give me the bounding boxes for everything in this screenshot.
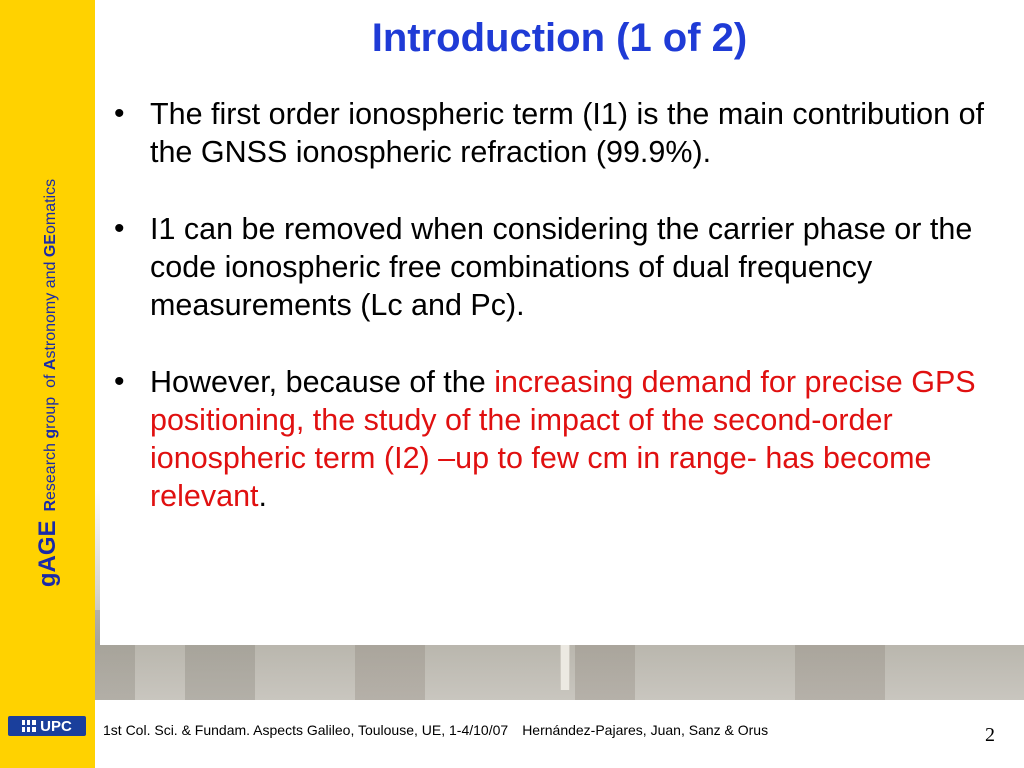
bullet-icon: • [114, 212, 125, 245]
sidebar-band [0, 0, 95, 768]
gage-brand: gAGE [34, 520, 61, 588]
highlighted-text: increasing demand for precise GPS positioning, the study of the impact of the second-order ionospheric term (I2) –up to few cm in range- has become relevant [150, 365, 976, 513]
bullet-list [110, 95, 1015, 554]
footer-event: 1st Col. Sci. & Fundam. Aspects Galileo, Toulouse, UE, 1-4/10/07 [103, 722, 509, 738]
footer-authors: Hernández-Pajares, Juan, Sanz & Orus [522, 722, 769, 738]
sidebar-vertical-caption: gAGE Research group of Astronomy and GEomatics [34, 178, 61, 588]
footer-caption [103, 722, 768, 738]
bullet-icon: • [114, 97, 125, 130]
upc-grid-icon [22, 720, 36, 732]
bullet-item: • I1 can be removed when considering the carrier phase or the code ionospheric free combinations of dual frequency measurements (Lc and Pc). [114, 212, 973, 322]
page-number: 2 [985, 724, 995, 746]
bullet-text: However, because of the [150, 365, 495, 399]
bullet-item: • The first order ionospheric term (I1) is the main contribution of the GNSS ionospheric refraction (99.9%). [114, 97, 985, 169]
bullet-item: • However, because of the increasing demand for precise GPS positioning, the study of the impact of the second-order ionospheric term (I2) –up to few cm in range- has become relevant. [114, 365, 976, 513]
upc-logo: UPC [8, 716, 86, 736]
bullet-icon: • [114, 365, 125, 398]
slide-title: Introduction (1 of 2) [371, 16, 748, 60]
